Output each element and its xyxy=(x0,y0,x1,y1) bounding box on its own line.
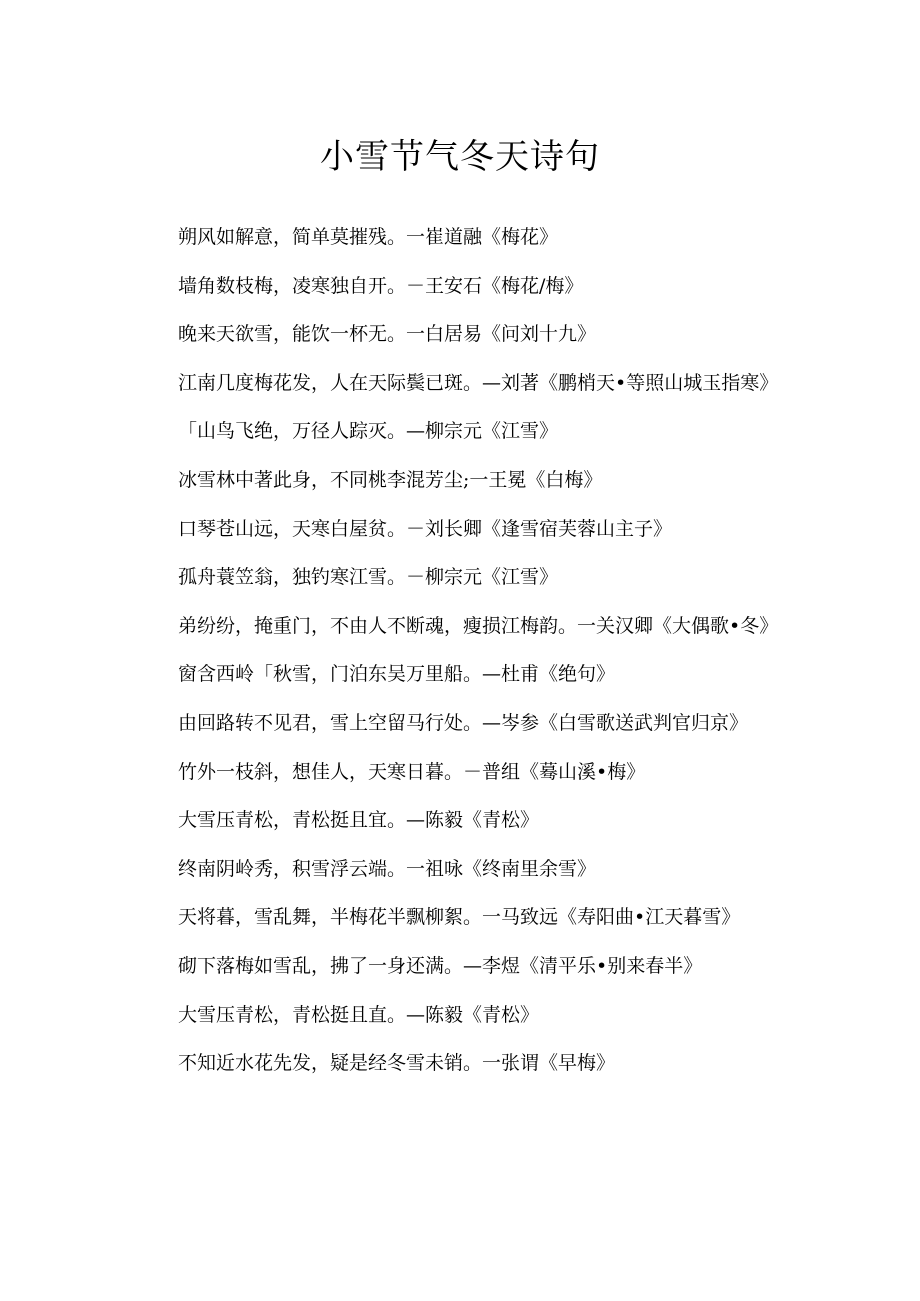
poem-line: 晚来天欲雪，能饮一杯无。一白居易《问刘十九》 xyxy=(178,323,597,346)
poem-line: 弟纷纷，掩重门，不由人不断魂，瘦损江梅韵。一关汉卿《大偶歌•冬》 xyxy=(178,614,779,637)
poem-line: 孤舟蓑笠翁，独钓寒江雪。－柳宗元《江雪》 xyxy=(178,566,559,589)
poem-line: 窗含西岭「秋雪，门泊东吴万里船。—杜甫《绝句》 xyxy=(178,663,616,686)
poem-line: 天将暮，雪乱舞，半梅花半飘柳絮。一马致远《寿阳曲•江天暮雪》 xyxy=(178,906,741,929)
poem-line: 墙角数枝梅，凌寒独自开。－王安石《梅花/梅》 xyxy=(178,274,584,297)
poem-line: 「山鸟飞绝，万径人踪灭。—柳宗元《江雪》 xyxy=(178,420,559,443)
poem-line: 竹外一枝斜，想佳人，天寒日暮。－普组《蓦山溪•梅》 xyxy=(178,760,646,783)
document-title: 小雪节气冬天诗句 xyxy=(320,137,600,177)
poem-line: 由回路转不见君，雪上空留马行处。—岑参《白雪歌送武判官归京》 xyxy=(178,711,749,734)
poem-line: 江南几度梅花发，人在天际鬓已斑。—刘著《鹏梢天•等照山城玉指寒》 xyxy=(178,371,779,394)
poem-line: 冰雪林中著此身，不同桃李混芳尘;一王冕《白梅》 xyxy=(178,468,603,491)
poem-list xyxy=(138,213,788,1088)
poem-line: 朔风如解意，简单莫摧残。一崔道融《梅花》 xyxy=(178,226,559,248)
poem-line: 终南阴岭秀，积雪浮云端。一祖咏《终南里余雪》 xyxy=(178,857,597,880)
poem-line: 不知近水花先发，疑是经冬雪未销。一张谓《早梅》 xyxy=(178,1052,616,1075)
poem-line: 砌下落梅如雪乱，拂了一身还满。—李煜《清平乐•别来春半》 xyxy=(178,954,703,977)
poem-line: 大雪压青松，青松挺且直。—陈毅《青松》 xyxy=(178,1003,540,1026)
poem-line: 口琴苍山远，天寒白屋贫。－刘长卿《逢雪宿芙蓉山主子》 xyxy=(178,517,673,540)
poem-line: 大雪压青松，青松挺且宜。—陈毅《青松》 xyxy=(178,809,540,832)
